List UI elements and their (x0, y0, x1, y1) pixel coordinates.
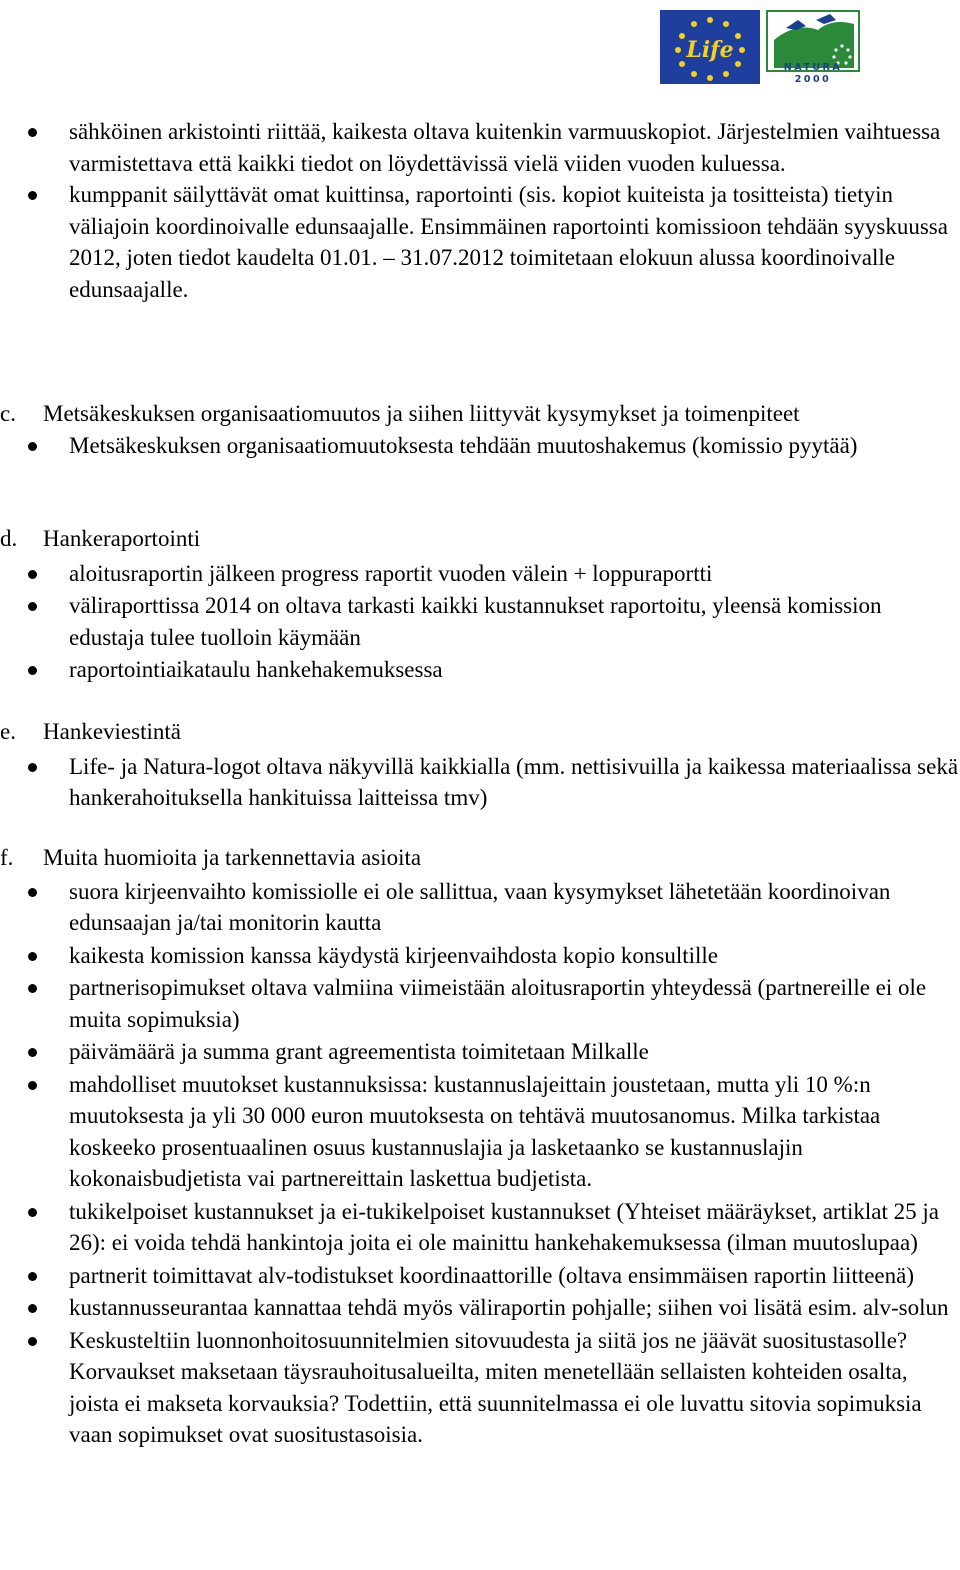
list-item: sähköinen arkistointi riittää, kaikesta oltava kuitenkin varmuuskopiot. Järjestelmien vaihtuessa varmistettava että kaikki tiedot on löydettävissä vielä viiden vuoden kuluessa. (0, 116, 960, 179)
list-item: kaikesta komission kanssa käydystä kirjeenvaihdosta kopio konsultille (0, 940, 960, 972)
section-f-list (0, 876, 960, 1451)
bullet-icon (28, 1304, 37, 1313)
life-logo-text: Life (686, 37, 734, 63)
bullet-icon (28, 952, 37, 961)
section-c-list (0, 430, 960, 462)
list-item: suora kirjeenvaihto komissiolle ei ole sallittua, vaan kysymykset lähetetään koordinoivan edunsaajan ja/tai monitorin kautta (0, 876, 960, 939)
bullet-icon (28, 128, 37, 137)
bullet-icon (28, 984, 37, 993)
section-letter: d. (0, 526, 18, 551)
list-item: kumppanit säilyttävät omat kuittinsa, raportointi (sis. kopiot kuiteista ja tositteista) tietyin väliajoin koordinoivalle edunsaajalle. Ensimmäinen raportointi komissioon tehdään syyskuussa 2012, joten tiedot kaudelta 01.01. – 31.07.2012 toimitetaan elokuun alussa koordinoivalle edunsaajalle. (0, 179, 960, 305)
bullet-icon (28, 602, 37, 611)
list-item: väliraporttissa 2014 on oltava tarkasti kaikki kustannukset raportoitu, yleensä komission edustaja tulee tuolloin käymään (0, 590, 960, 653)
section-letter: e. (0, 719, 16, 744)
section-d (0, 523, 960, 686)
section-e (0, 716, 960, 814)
section-heading (0, 523, 960, 555)
section-letter: c. (0, 401, 16, 426)
section-heading (0, 716, 960, 748)
list-item: Life- ja Natura-logot oltava näkyvillä kaikkialla (mm. nettisivuilla ja kaikessa materiaalissa sekä hankerahoituksella hankituissa laitteissa tmv) (0, 751, 960, 814)
section-letter: f. (0, 845, 14, 870)
list-item: mahdolliset muutokset kustannuksissa: kustannuslajeittain joustetaan, mutta yli 10 %:n muutoksesta ja yli 30 000 euron muutoksesta on tehtävä muutosanomus. Milka tarkistaa koskeeko prosentuaalinen osuus kustannuslajia ja lasketaanko se kustannuslajin kokonaisbudjetista vai partnereittain laskettua budjetista. (0, 1069, 960, 1195)
bullet-icon (28, 191, 37, 200)
bullet-icon (28, 666, 37, 675)
natura-logo (766, 10, 860, 86)
list-item: Keskusteltiin luonnonhoitosuunnitelmien sitovuudesta ja siitä jos ne jäävät suositustasolle? Korvaukset maksetaan täysrauhoitusalueilta, miten menetellään sellaisten kohteiden osalta, joista ei makseta korvauksia? Todettiin, että suunnitelmassa ei ole luvattu sitovia sopimuksia vaan sopimukset ovat suositustasoisia. (0, 1325, 960, 1451)
list-item: partnerisopimukset oltava valmiina viimeistään aloitusraportin yhteydessä (partnereille ei ole muita sopimuksia) (0, 972, 960, 1035)
bullet-icon (28, 888, 37, 897)
list-item: tukikelpoiset kustannukset ja ei-tukikelpoiset kustannukset (Yhteiset määräykset, artiklat 25 ja 26): ei voida tehdä hankintoja joita ei ole mainittu hankehakemuksessa (ilman muutoslupaa) (0, 1196, 960, 1259)
bullet-icon (28, 1337, 37, 1346)
section-f (0, 842, 960, 1451)
bullet-icon (28, 763, 37, 772)
bullet-icon (28, 570, 37, 579)
bullet-icon (28, 442, 37, 451)
section-title: Hankeviestintä (43, 719, 181, 744)
list-item: aloitusraportin jälkeen progress raportit vuoden välein + loppuraportti (0, 558, 960, 590)
section-heading (0, 842, 960, 874)
life-logo (660, 10, 760, 84)
bullet-icon (28, 1048, 37, 1057)
section-c (0, 398, 960, 461)
section-d-list (0, 558, 960, 686)
section-e-list (0, 751, 960, 814)
intro-list (0, 116, 960, 305)
section-heading (0, 398, 960, 430)
section-title: Hankeraportointi (43, 526, 201, 551)
bullet-icon (28, 1208, 37, 1217)
list-item: raportointiaikataulu hankehakemuksessa (0, 654, 960, 686)
list-item: partnerit toimittavat alv-todistukset koordinaattorille (oltava ensimmäisen raportin liitteenä) (0, 1260, 960, 1292)
section-title: Muita huomioita ja tarkennettavia asioita (43, 845, 422, 870)
section-title: Metsäkeskuksen organisaatiomuutos ja siihen liittyvät kysymykset ja toimenpiteet (43, 401, 800, 426)
list-item: Metsäkeskuksen organisaatiomuutoksesta tehdään muutoshakemus (komissio pyytää) (0, 430, 960, 462)
bullet-icon (28, 1081, 37, 1090)
list-item: kustannusseurantaa kannattaa tehdä myös väliraportin pohjalle; siihen voi lisätä esim. alv-solun (0, 1292, 960, 1324)
natura-logo-text: NATURA 2000 (783, 62, 843, 85)
bullet-icon (28, 1272, 37, 1281)
list-item: päivämäärä ja summa grant agreementista toimitetaan Milkalle (0, 1036, 960, 1068)
